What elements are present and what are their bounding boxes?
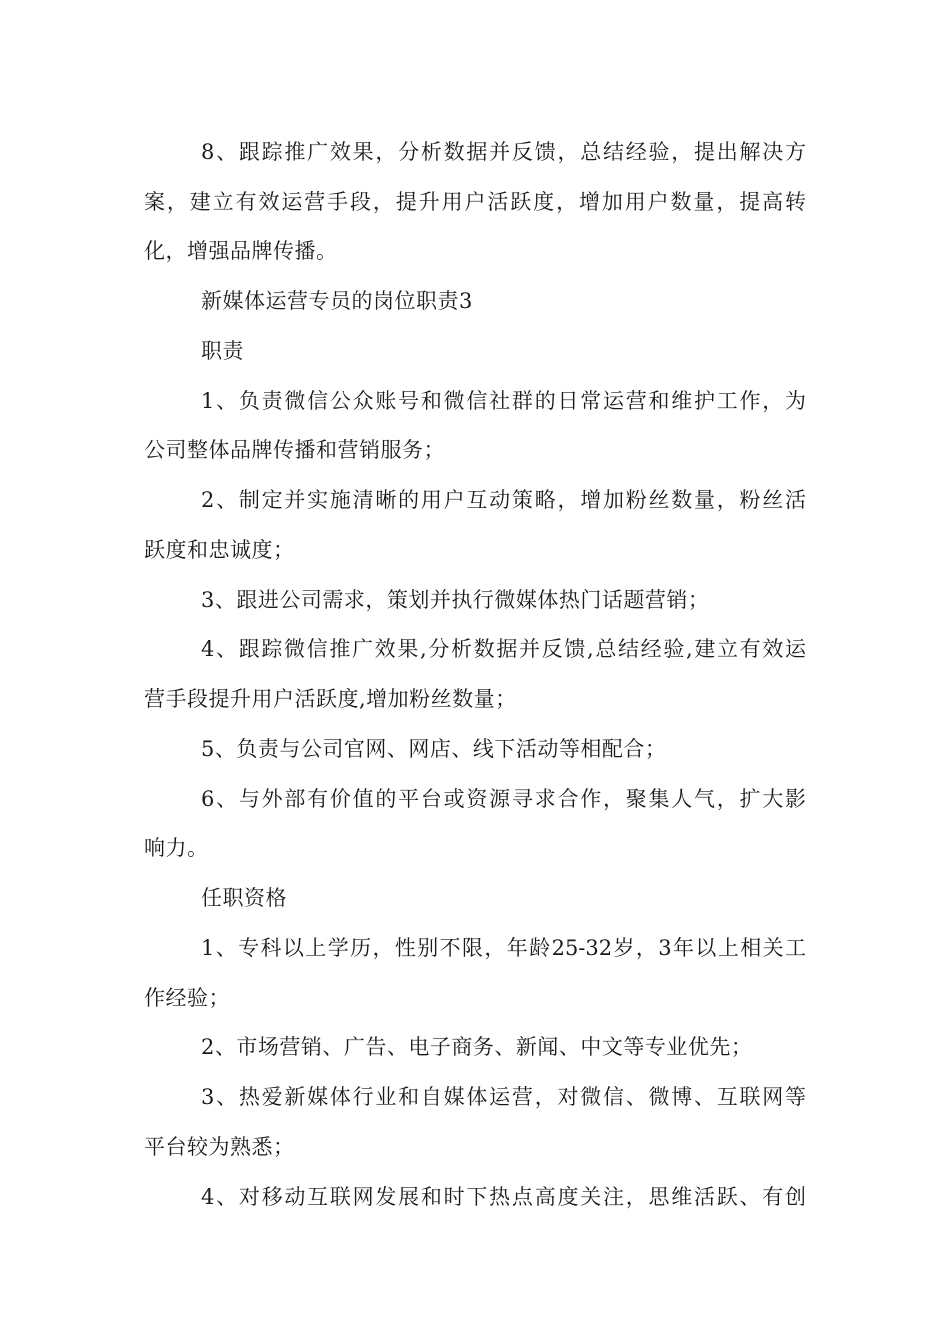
- text-line: 案，建立有效运营手段，提升用户活跃度，增加用户数量，提高转: [144, 190, 806, 214]
- text-line: 2、制定并实施清晰的用户互动策略，增加粉丝数量，粉丝活: [201, 488, 806, 512]
- text-line: 平台较为熟悉；: [144, 1135, 295, 1159]
- subheading: 任职资格: [201, 886, 287, 910]
- text-line: 6、与外部有价值的平台或资源寻求合作，聚集人气，扩大影: [201, 787, 806, 811]
- text-line: 4、跟踪微信推广效果,分析数据并反馈,总结经验,建立有效运: [201, 637, 806, 661]
- text-line: 1、负责微信公众账号和微信社群的日常运营和维护工作，为: [201, 389, 806, 413]
- text-line: 营手段提升用户活跃度,增加粉丝数量；: [144, 687, 517, 711]
- text-line: 作经验；: [144, 986, 230, 1010]
- text-line: 2、市场营销、广告、电子商务、新闻、中文等专业优先；: [201, 1035, 753, 1059]
- text-line: 1、专科以上学历，性别不限，年龄25-32岁，3年以上相关工: [201, 936, 806, 960]
- text-line: 跃度和忠诚度；: [144, 538, 295, 562]
- text-line: 响力。: [144, 836, 209, 860]
- subheading: 职责: [201, 339, 244, 363]
- text-line: 8、跟踪推广效果，分析数据并反馈，总结经验，提出解决方: [201, 140, 806, 164]
- text-line: 3、跟进公司需求，策划并执行微媒体热门话题营销；: [201, 588, 710, 612]
- text-line: 5、负责与公司官网、网店、线下活动等相配合；: [201, 737, 667, 761]
- text-line: 公司整体品牌传播和营销服务；: [144, 438, 445, 462]
- section-title: 新媒体运营专员的岗位职责3: [201, 289, 473, 313]
- text-line: 化，增强品牌传播。: [144, 239, 338, 263]
- text-line: 3、热爱新媒体行业和自媒体运营，对微信、微博、互联网等: [201, 1085, 806, 1109]
- text-line: 4、对移动互联网发展和时下热点高度关注，思维活跃、有创: [201, 1185, 806, 1209]
